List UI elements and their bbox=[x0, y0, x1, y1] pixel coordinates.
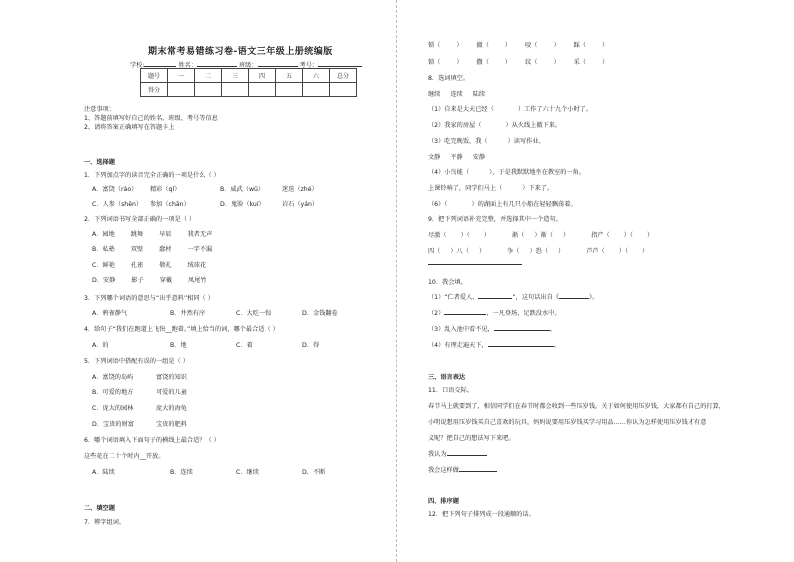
option[interactable]: A．的 bbox=[92, 342, 109, 349]
option-row[interactable] bbox=[92, 275, 207, 284]
score-cell: 六 bbox=[303, 69, 330, 83]
idiom-part: ）恐（ bbox=[529, 248, 549, 255]
option[interactable]: D．鬼脸（kuí） bbox=[220, 201, 265, 208]
paragraph-line: 义呢？把自己的想法写下来吧。 bbox=[428, 435, 515, 442]
option[interactable]: C．继续 bbox=[236, 469, 259, 476]
option-word: 凤尾竹 bbox=[187, 277, 207, 284]
sentence-answer-line[interactable] bbox=[428, 264, 522, 265]
fill-sentence bbox=[428, 136, 545, 145]
option[interactable]: C．人参（shēn） bbox=[92, 201, 143, 208]
option-row[interactable] bbox=[92, 229, 212, 238]
fill-sentence bbox=[428, 199, 577, 208]
paragraph-line: 小明说想用压岁钱买自己喜欢的玩具，妈妈说要用压岁钱买学习用品……你认为怎样使用压岁钱才有意 bbox=[428, 419, 707, 426]
sentence-text: 。 bbox=[549, 326, 556, 333]
score-table bbox=[140, 68, 357, 97]
char-label: ） bbox=[601, 42, 609, 49]
char-label: 踩（ bbox=[573, 42, 586, 49]
option-word: 迷迭（zhé） bbox=[282, 186, 318, 193]
fill-blank[interactable] bbox=[559, 298, 589, 299]
option-word: 一字不漏 bbox=[187, 246, 213, 253]
sentence-text: ”，这句话出自《 bbox=[512, 294, 559, 301]
option[interactable]: A．园地 bbox=[92, 231, 115, 238]
char-label: ） bbox=[456, 59, 463, 66]
idiom-part: 争（ bbox=[507, 248, 520, 255]
fill-sentence bbox=[428, 292, 598, 301]
sentence-text: ，一凡登场，足跌没水中。 bbox=[486, 310, 561, 317]
word: 陆续 bbox=[472, 91, 486, 98]
sentence-text: （3）吃完晚饭，我（ bbox=[428, 138, 488, 145]
score-table-score-row bbox=[141, 83, 357, 97]
option[interactable]: C．庞大的园林 bbox=[92, 405, 134, 412]
idiom-part: ） bbox=[642, 248, 649, 255]
fill-blank[interactable] bbox=[494, 330, 550, 331]
char-label: 锁（ bbox=[428, 42, 441, 49]
sentence-text: ）读写作业。 bbox=[507, 138, 545, 145]
option-word: 宝贵的肥料 bbox=[156, 421, 187, 428]
sentence-text: ）的湖面上有几只小船在轻轻飘荡着。 bbox=[471, 201, 577, 208]
score-cell: 二 bbox=[195, 69, 222, 83]
score-input[interactable] bbox=[249, 83, 276, 97]
q7-row bbox=[428, 40, 608, 49]
option[interactable]: A．陆续 bbox=[92, 469, 115, 476]
option-word: 可爱的儿童 bbox=[156, 389, 187, 396]
idiom-part: 芦芦（ bbox=[586, 248, 605, 255]
question-stem: 5．下列词语中搭配有误的一组是（ ） bbox=[84, 358, 189, 365]
option-word: 富饶的知识 bbox=[156, 374, 187, 381]
sentence-text: 》。 bbox=[589, 294, 599, 301]
idiom-part: 四（ bbox=[428, 248, 441, 255]
option[interactable]: B．威武（wǔ） bbox=[220, 186, 265, 193]
sentence-text: （2） bbox=[428, 310, 445, 317]
fill-sentence bbox=[428, 120, 561, 129]
idiom-part: ） bbox=[478, 248, 486, 255]
option-word: 精彩（qí） bbox=[150, 186, 181, 193]
option[interactable]: B．可爱的地方 bbox=[92, 389, 134, 396]
question-stem: 4．给句子“我们在跑道上飞快__跑着。”填上恰当的词，哪个最合适（ ） bbox=[84, 326, 279, 333]
sentence-text: （6）（ bbox=[428, 201, 448, 208]
option[interactable]: C．着 bbox=[236, 342, 253, 349]
sentence-text: （1）“仁者爱人， bbox=[428, 294, 479, 301]
option[interactable]: A．富饶的岛屿 bbox=[92, 374, 134, 381]
section-heading: 四、排序题 bbox=[428, 498, 459, 505]
option[interactable]: C．大吃一惊 bbox=[236, 310, 272, 317]
score-cell: 四 bbox=[249, 69, 276, 83]
fill-blank[interactable] bbox=[488, 346, 554, 347]
idiom-part: ）（ bbox=[623, 232, 633, 239]
option-word: 双壁 bbox=[130, 246, 144, 253]
sentence-text: ）下来了。 bbox=[522, 185, 554, 192]
option-word: 绒球花 bbox=[187, 262, 207, 269]
question-stem: 10．我会填。 bbox=[428, 279, 467, 286]
option[interactable]: D．安静 bbox=[92, 277, 116, 284]
note-item: 1、答题前填写好自己的姓名、班级、考号等信息 bbox=[84, 115, 218, 122]
word: 文静 bbox=[428, 154, 441, 161]
option[interactable]: B．地 bbox=[170, 342, 187, 349]
name-label: 姓名： bbox=[178, 62, 197, 69]
option-word: 敬礼 bbox=[159, 262, 172, 269]
option[interactable]: B．私塾 bbox=[92, 246, 115, 253]
section-heading: 三、语言表达 bbox=[428, 374, 466, 381]
option[interactable]: D．宝贵的财富 bbox=[92, 421, 134, 428]
sentence-text: （4）有理走遍天下， bbox=[428, 342, 488, 349]
answer-line bbox=[428, 449, 487, 458]
option[interactable]: B．井然有序 bbox=[170, 310, 206, 317]
char-label: ） bbox=[504, 59, 512, 66]
id-label: 考号： bbox=[299, 62, 319, 69]
option[interactable]: C．鲜艳 bbox=[92, 262, 115, 269]
idiom-part: ）（ bbox=[618, 248, 629, 255]
question-stem: 7．辨字组词。 bbox=[84, 519, 126, 526]
word: 平静 bbox=[450, 154, 463, 161]
idiom-part: ）（ bbox=[460, 232, 470, 239]
option-word: 跳舞 bbox=[130, 231, 144, 238]
idiom-part: ） bbox=[558, 248, 565, 255]
score-input[interactable] bbox=[303, 83, 330, 97]
fill-blank[interactable] bbox=[478, 298, 512, 299]
char-label: ） bbox=[553, 42, 560, 49]
option-word: 岩石（yán） bbox=[282, 201, 319, 208]
char-label: 采（ bbox=[573, 59, 586, 66]
name-field[interactable] bbox=[197, 66, 237, 67]
char-label: ） bbox=[456, 42, 463, 49]
section-heading: 一、选择题 bbox=[84, 159, 115, 166]
sentence-text: ）工作了六十九个小时了。 bbox=[517, 106, 593, 113]
score-cell: 三 bbox=[222, 69, 249, 83]
q7-row bbox=[428, 57, 608, 66]
paragraph-line: 春节马上就要到了，相信同学们在春节时都会收到一些压岁钱。关于如何使用压岁钱，大家都有自己的打算， bbox=[428, 403, 725, 410]
score-input[interactable] bbox=[168, 83, 195, 97]
idiom-part: ） bbox=[562, 232, 570, 239]
option-word: 孔雀 bbox=[130, 262, 144, 269]
word: 安静 bbox=[472, 154, 486, 161]
option[interactable]: D．得 bbox=[302, 342, 320, 349]
sentence-text: （1）自来是大天已经（ bbox=[428, 106, 494, 113]
score-cell: 五 bbox=[276, 69, 303, 83]
option-word: 我者无声 bbox=[187, 231, 213, 238]
option-word: 影子 bbox=[131, 277, 144, 284]
score-input[interactable] bbox=[330, 83, 357, 97]
sentence-text: （3）乱入池中看不见， bbox=[428, 326, 494, 333]
page-title: 期末常考易错练习卷-语文三年级上册统编版 bbox=[148, 47, 333, 57]
idiom-row bbox=[428, 246, 648, 255]
idiom-part: ） bbox=[646, 232, 654, 239]
score-table-header-row bbox=[141, 69, 357, 83]
option-row[interactable] bbox=[92, 244, 212, 253]
answer-line bbox=[428, 465, 497, 474]
idiom-part: ） bbox=[483, 232, 491, 239]
class-label: 班级： bbox=[238, 62, 258, 69]
option-word: 穿戴 bbox=[159, 277, 173, 284]
option-word: 庞大的海龟 bbox=[156, 405, 187, 412]
char-label: ） bbox=[553, 59, 560, 66]
section-heading: 二、填空题 bbox=[84, 505, 115, 512]
option[interactable]: A．富饶（ráo） bbox=[92, 186, 138, 193]
word-bank bbox=[428, 152, 485, 161]
idiom-part: ）渐（ bbox=[534, 232, 553, 239]
school-label: 学校: bbox=[130, 62, 145, 69]
char-label: 锁（ bbox=[428, 59, 441, 66]
word-bank bbox=[428, 89, 485, 98]
sentence-text: （2）我家的房屋（ bbox=[428, 122, 482, 129]
answer-input[interactable] bbox=[459, 471, 497, 472]
fold-line bbox=[396, 0, 397, 562]
option-word: 蠢材 bbox=[159, 246, 172, 253]
score-input[interactable] bbox=[222, 83, 249, 97]
score-cell: 题号 bbox=[141, 69, 168, 83]
sentence-text: ）从火线上撤下来。 bbox=[505, 122, 562, 129]
question-stem: 2．下列词语书写全部正确的一项是（ ） bbox=[84, 216, 196, 223]
sentence-text: ），于是我默默地坐在教室的一角。 bbox=[489, 169, 585, 176]
class-field[interactable] bbox=[258, 66, 298, 67]
option[interactable]: D．不断 bbox=[302, 469, 326, 476]
word: 连续 bbox=[450, 91, 463, 98]
sentence-text: 。 bbox=[553, 342, 560, 349]
fill-blank[interactable] bbox=[444, 314, 486, 315]
option[interactable]: B．连续 bbox=[170, 469, 193, 476]
question-stem: 3．下列哪个词语的意思与“出乎意料”相同（ ） bbox=[84, 295, 214, 302]
answer-input[interactable] bbox=[447, 455, 487, 456]
answer-label: 我会这样做 bbox=[428, 467, 459, 474]
fill-sentence bbox=[428, 167, 585, 176]
question-stem: 11．口语交际。 bbox=[428, 387, 473, 394]
sentence-text: 上课铃响了，同学们马上（ bbox=[428, 185, 503, 192]
idiom-part: 渐（ bbox=[512, 232, 525, 239]
char-label: ） bbox=[504, 42, 512, 49]
sentence-text: （4）小鸟能（ bbox=[428, 169, 470, 176]
question-stem: 6．哪个词语填入下面句子的横线上最合适？（ ） bbox=[84, 437, 220, 444]
fill-sentence bbox=[428, 104, 592, 113]
question-stem: 1．下列加点字的读音完全正确的一项是什么（ ） bbox=[84, 172, 220, 179]
score-cell: 总分 bbox=[330, 69, 357, 83]
option-word: 参加（chān） bbox=[150, 201, 190, 208]
word: 继续 bbox=[428, 91, 441, 98]
char-label: 咬（ bbox=[525, 42, 538, 49]
score-cell: 得分 bbox=[141, 83, 168, 97]
idiom-part: 指产（ bbox=[591, 232, 610, 239]
fill-sentence bbox=[428, 308, 561, 317]
id-field[interactable] bbox=[318, 66, 362, 67]
char-label: 撒（ bbox=[476, 59, 489, 66]
char-label: 纹（ bbox=[525, 59, 538, 66]
idiom-part: 尽澈（ bbox=[428, 232, 447, 239]
fill-sentence bbox=[428, 340, 560, 349]
fill-sentence bbox=[428, 183, 553, 192]
char-label: 撤（ bbox=[476, 42, 489, 49]
score-input[interactable] bbox=[276, 83, 303, 97]
option[interactable]: D．金钱翻卷 bbox=[302, 310, 338, 317]
option-row[interactable] bbox=[92, 260, 206, 269]
fill-sentence bbox=[428, 324, 556, 333]
idiom-part: ）八（ bbox=[450, 248, 469, 255]
question-stem: 8．选词填空。 bbox=[428, 75, 470, 82]
question-stem: 9．把下列词语补充完整，并选择其中一个造句。 bbox=[428, 216, 562, 223]
notes-heading: 注意事项： bbox=[84, 106, 115, 113]
option-word: 早辰 bbox=[159, 231, 172, 238]
answer-label: 我认为 bbox=[428, 451, 447, 458]
note-item: 2、请将答案正确填写在答题卡上 bbox=[84, 124, 175, 131]
idiom-row bbox=[428, 230, 653, 239]
score-cell: 一 bbox=[168, 69, 195, 83]
score-input[interactable] bbox=[195, 83, 222, 97]
option[interactable]: A．鸦雀静气 bbox=[92, 310, 128, 317]
char-label: ） bbox=[601, 59, 609, 66]
question-stem: 12．把下列句子排列成一段通顺的话。 bbox=[428, 511, 535, 518]
question-sentence: 这些花在二十个时内__开放。 bbox=[84, 453, 165, 460]
school-field[interactable] bbox=[144, 66, 176, 67]
